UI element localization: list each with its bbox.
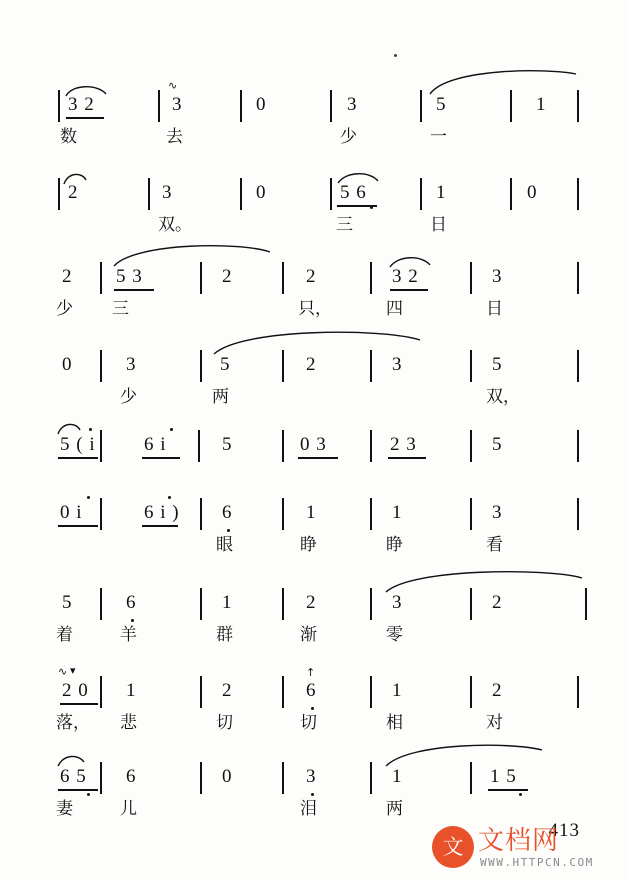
note: 2 0	[62, 680, 89, 701]
barline	[470, 350, 472, 382]
note: 1	[222, 592, 233, 613]
note: 5	[492, 354, 503, 375]
note: 5	[220, 354, 231, 375]
barline	[577, 430, 579, 462]
note: 0	[256, 182, 267, 203]
barline	[370, 588, 372, 620]
octave-dot	[370, 206, 373, 209]
note: 5 3	[116, 266, 143, 287]
note: 1	[392, 502, 403, 523]
lyric: 双，	[486, 387, 520, 407]
slur-arc	[212, 328, 422, 356]
barline	[100, 676, 102, 708]
note: 5 ( i	[60, 434, 96, 455]
lyric: 落，	[56, 713, 90, 733]
note: 3	[162, 182, 173, 203]
slur-arc	[428, 68, 578, 96]
note: 0	[222, 766, 233, 787]
lyric: 去	[166, 127, 183, 147]
note: 5	[436, 94, 447, 115]
note: 1	[536, 94, 547, 115]
note: 3	[306, 766, 317, 787]
lyric: 睁	[386, 535, 403, 555]
octave-dot	[311, 707, 314, 710]
notation-system-2	[40, 178, 590, 250]
beam	[58, 457, 98, 459]
note: 1	[392, 766, 403, 787]
lyric: 渐	[300, 625, 317, 645]
lyric: 悲	[120, 713, 137, 733]
octave-dot	[87, 793, 90, 796]
barline	[420, 90, 422, 122]
note: 6	[126, 766, 137, 787]
beam	[66, 117, 104, 119]
note: 6	[306, 680, 317, 701]
beam	[58, 789, 98, 791]
barline	[100, 498, 102, 530]
beam	[60, 703, 98, 705]
barline	[100, 350, 102, 382]
lyric: 零	[386, 625, 403, 645]
barline	[470, 262, 472, 294]
lyric: 日	[430, 215, 447, 235]
barline	[200, 498, 202, 530]
lyric: 羊	[120, 625, 137, 645]
lyric: 眼	[216, 535, 233, 555]
barline	[577, 676, 579, 708]
slur-arc	[384, 568, 584, 594]
note: 2	[68, 182, 79, 203]
note: 3	[392, 592, 403, 613]
lyric: 三	[112, 299, 129, 319]
note: 2	[306, 592, 317, 613]
slur-arc	[388, 255, 432, 269]
ornament-squiggle-icon: ∿	[58, 665, 68, 678]
barline	[577, 350, 579, 382]
barline	[370, 676, 372, 708]
beam	[488, 789, 528, 791]
notation-system-8	[40, 664, 590, 748]
lyric: 数	[60, 127, 77, 147]
ornament-mark-icon: ↑	[306, 666, 316, 679]
lyric: 少	[56, 299, 73, 319]
beam	[388, 457, 426, 459]
note: 3 2	[392, 266, 419, 287]
watermark-logo-icon: 文	[432, 826, 474, 868]
barline	[240, 90, 242, 122]
barline	[577, 178, 579, 210]
note: 6 i	[144, 434, 167, 455]
barline	[510, 178, 512, 210]
lyric: 睁	[300, 535, 317, 555]
lyric: 少	[340, 127, 357, 147]
note: 2	[492, 592, 503, 613]
note: 0	[256, 94, 267, 115]
beam	[142, 457, 180, 459]
note: 0	[527, 182, 538, 203]
lyric: 泪	[300, 799, 317, 819]
barline	[420, 178, 422, 210]
note: 3	[392, 354, 403, 375]
note: 2	[222, 266, 233, 287]
note: 3	[347, 94, 358, 115]
barline	[282, 262, 284, 294]
lyric: 妻	[56, 799, 73, 819]
barline	[370, 498, 372, 530]
note: 2	[306, 354, 317, 375]
barline	[370, 762, 372, 794]
lyric: 群	[216, 625, 233, 645]
lyric: 只，	[298, 299, 332, 319]
barline	[577, 262, 579, 294]
note: 1	[436, 182, 447, 203]
note: 3	[126, 354, 137, 375]
barline	[158, 90, 160, 122]
octave-dot	[87, 496, 90, 499]
barline	[282, 498, 284, 530]
lyric: 儿	[120, 799, 137, 819]
slur-arc	[56, 422, 82, 436]
barline	[58, 90, 60, 122]
beam	[298, 457, 338, 459]
slur-arc	[62, 172, 88, 186]
ornament-squiggle-icon: ∿	[168, 79, 178, 92]
note: 2	[62, 266, 73, 287]
notation-system-6	[40, 498, 590, 570]
notation-system-3	[40, 262, 590, 334]
beam	[58, 525, 98, 527]
note: 2	[492, 680, 503, 701]
lyric: 相	[386, 713, 403, 733]
note: 5 6	[340, 182, 367, 203]
slur-arc	[336, 171, 380, 185]
note: 6	[222, 502, 233, 523]
barline	[282, 676, 284, 708]
barline	[200, 762, 202, 794]
watermark	[432, 822, 622, 874]
slur-arc	[56, 754, 86, 768]
barline	[198, 430, 200, 462]
note: 0 i	[60, 502, 83, 523]
watermark-url: WWW.HTTPCN.COM	[480, 856, 594, 869]
lyric: 双。	[158, 215, 192, 235]
lyric: 日	[486, 299, 503, 319]
watermark-site-name: 文档网	[478, 826, 560, 856]
barline	[58, 178, 60, 210]
note: 1	[306, 502, 317, 523]
page-speck	[394, 54, 397, 57]
note: 0	[62, 354, 73, 375]
barline	[240, 178, 242, 210]
barline	[100, 588, 102, 620]
notation-system-4	[40, 350, 590, 422]
lyric: 少	[120, 387, 137, 407]
barline	[100, 430, 102, 462]
note: 1 5	[490, 766, 517, 787]
octave-dot	[311, 793, 314, 796]
lyric: 切	[300, 713, 317, 733]
note: 5	[222, 434, 233, 455]
barline	[577, 498, 579, 530]
note: 2 3	[390, 434, 417, 455]
barline	[282, 588, 284, 620]
lyric: 着	[56, 625, 73, 645]
barline	[470, 676, 472, 708]
page-number: 413	[548, 820, 580, 841]
notation-system-7	[40, 588, 590, 660]
notation-system-5	[40, 430, 590, 502]
note: 2	[306, 266, 317, 287]
barline	[330, 178, 332, 210]
note: 3	[492, 502, 503, 523]
beam	[142, 525, 178, 527]
octave-dot	[170, 428, 173, 431]
barline	[585, 588, 587, 620]
octave-dot	[519, 793, 522, 796]
lyric: 四	[386, 299, 403, 319]
note: 5	[62, 592, 73, 613]
lyric: 两	[386, 799, 403, 819]
barline	[200, 350, 202, 382]
barline	[148, 178, 150, 210]
barline	[100, 762, 102, 794]
slur-arc	[384, 742, 544, 768]
note: 2	[222, 680, 233, 701]
slur-arc	[64, 84, 108, 98]
barline	[370, 430, 372, 462]
lyric: 两	[212, 387, 229, 407]
note: 6	[126, 592, 137, 613]
barline	[470, 498, 472, 530]
octave-dot	[227, 529, 230, 532]
note: 6 5	[60, 766, 87, 787]
note: 1	[126, 680, 137, 701]
lyric: 切	[216, 713, 233, 733]
barline	[282, 762, 284, 794]
lyric: 对	[486, 713, 503, 733]
lyric: 三	[336, 215, 353, 235]
beam	[390, 289, 428, 291]
barline	[370, 262, 372, 294]
barline	[100, 262, 102, 294]
note: 1	[392, 680, 403, 701]
lyric: 看	[486, 535, 503, 555]
note: 3 2	[68, 94, 95, 115]
slur-arc	[112, 242, 272, 268]
beam	[114, 289, 154, 291]
ornament-mark-icon: ▾	[70, 664, 76, 677]
note: 5	[492, 434, 503, 455]
barline	[200, 676, 202, 708]
note: 3	[492, 266, 503, 287]
note: 6 i )	[144, 502, 180, 523]
lyric: 一	[430, 127, 447, 147]
barline	[470, 430, 472, 462]
note: 0 3	[300, 434, 327, 455]
notation-system-1	[40, 79, 590, 162]
barline	[200, 588, 202, 620]
barline	[282, 430, 284, 462]
note: 3	[172, 94, 183, 115]
barline	[330, 90, 332, 122]
octave-dot	[131, 619, 134, 622]
